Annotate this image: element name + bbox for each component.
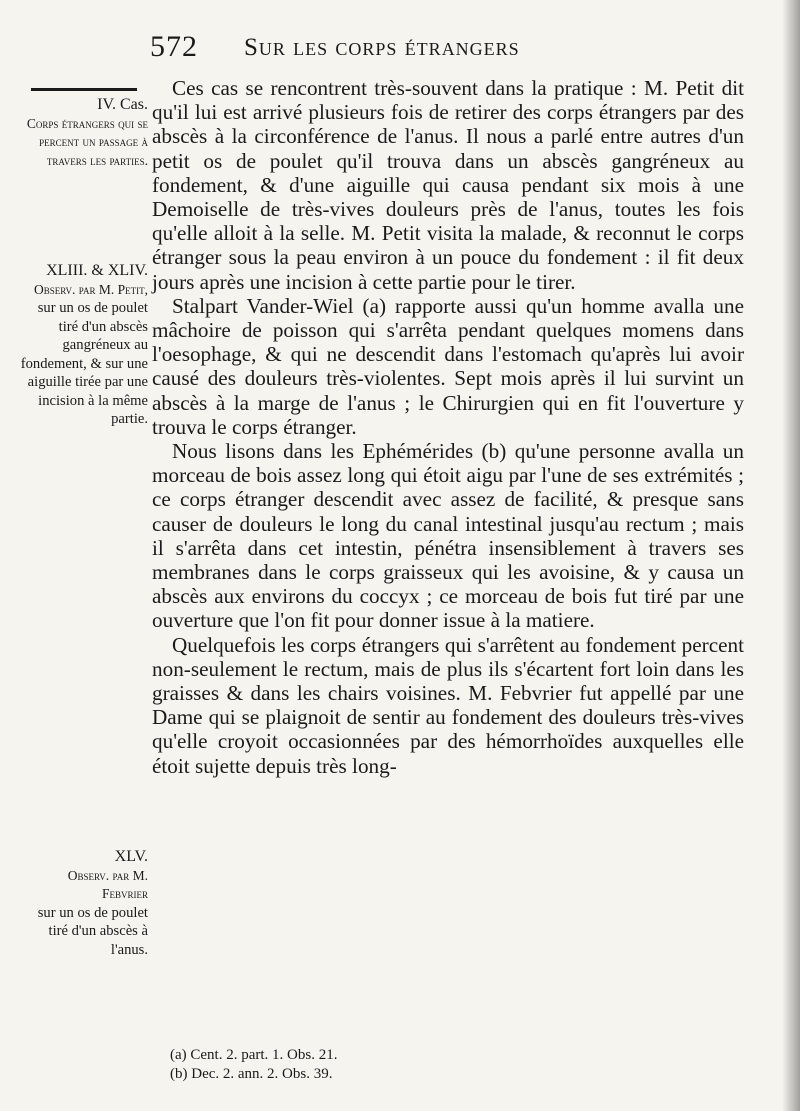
- margin-note-obs-45-text: sur un os de poulet tiré d'un abscès à l'anus.: [37, 904, 148, 958]
- paragraph-4: Quelquefois les corps étrangers qui s'arrêtent au fondement percent non-seulement le rectum, mais de plus ils s'écartent fort loin dans les graisses & dans les chairs voisines. M. Febvrier fut appellé par une Dame qui se plaignoit de sentir au fondement des douleurs très-vives qu'elle croyoit occasionnées par des hémorrhoïdes auxquelles elle étoit sujette depuis très long-: [152, 632, 744, 778]
- margin-note-case-text: Corps étrangers qui se percent un passage à travers les parties.: [26, 115, 148, 168]
- page-number: 572: [150, 30, 198, 63]
- margin-note-obs-43-44: [20, 262, 148, 429]
- margin-note-case-title: IV. Cas.: [97, 96, 148, 113]
- margin-note-obs-43-44-subtitle: Observ. par M. Petit,: [34, 281, 148, 297]
- margin-note-obs-45-subtitle: Observ. par M. Febvrier: [67, 867, 148, 901]
- footnote-a: (a) Cent. 2. part. 1. Obs. 21.: [170, 1047, 338, 1063]
- running-head: Sur les corps étrangers: [244, 34, 520, 61]
- margin-note-obs-45-title: XLV.: [114, 848, 148, 865]
- paragraph-3: Nous lisons dans les Ephémérides (b) qu'une personne avalla un morceau de bois assez long qui étoit aigu par l'une de ses extrémités ; ce corps étranger descendit avec assez de facilité, & presque sans causer de douleurs le long du canal intestinal jusqu'au rectum ; mais il s'arrêta dans cet intestin, pénétra insensiblement à travers ses membranes dans le corps graisseux qui les avoisine, & y causa un abscès aux environs du coccyx ; ce morceau de bois fut tiré par une ouverture que l'on fit pour donner issue à la matiere.: [152, 439, 744, 633]
- margin-rule: [31, 88, 137, 91]
- body-text: [152, 76, 744, 778]
- paragraph-2: Stalpart Vander-Wiel (a) rapporte aussi qu'un homme avalla une mâchoire de poisson qui s'arrêta pendant quelques momens dans l'oesophage, & qui ne descendit dans l'estomach qu'après lui avoir causé des douleurs très-violentes. Sept mois après il lui survint un abscès à la marge de l'anus ; le Chirurgien qui en fit l'ouverture y trouva le corps étranger.: [152, 293, 744, 439]
- footnote-b: (b) Dec. 2. ann. 2. Obs. 39.: [170, 1066, 333, 1082]
- page-edge-shadow: [782, 0, 800, 1111]
- margin-note-case: [20, 96, 148, 170]
- margin-note-obs-43-44-title: XLIII. & XLIV.: [46, 262, 148, 279]
- footnotes: [170, 1046, 337, 1084]
- paragraph-1: Ces cas se rencontrent très-souvent dans la pratique : M. Petit dit qu'il lui est arrivé plusieurs fois de retirer des corps étrangers par des abscès à la circonférence de l'anus. Il nous a parlé entre autres d'un petit os de poulet qu'il trouva dans un abscès gangréneux au fondement, & d'une aiguille qui causa pendant six mois à une Demoiselle de très-vives douleurs près de l'anus, toutes les fois qu'elle alloit à la selle. M. Petit visita la malade, & reconnut le corps étranger sous la peau environ à un pouce du fondement : il fit deux jours après une incision à cette partie pour le tirer.: [152, 76, 744, 294]
- page-header: [0, 30, 800, 70]
- margin-note-obs-45: [20, 848, 148, 959]
- margin-note-obs-43-44-text: sur un os de poulet tiré d'un abscès gangréneux au fondement, & sur une aiguille tirée par une incision à la même partie.: [20, 300, 148, 427]
